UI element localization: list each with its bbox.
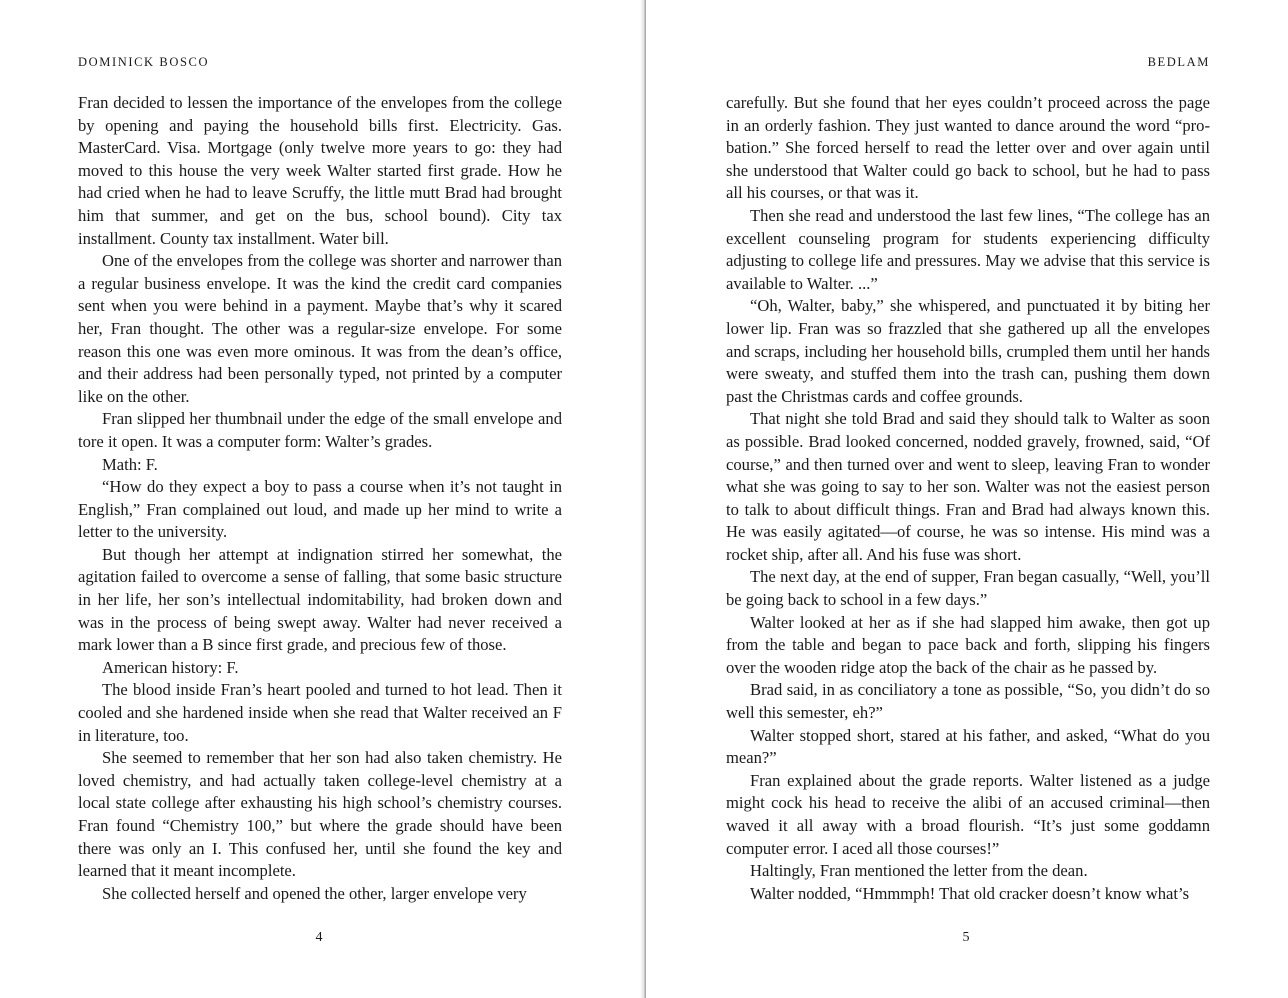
paragraph: She seemed to remember that her son had also taken chemistry. He loved chemistry, and had actually taken college-level chemistry at a local state college after exhausting his high school’s chemistry courses. Fran found “Chemistry 100,” but where the grade should have been there was only an I. This confused her, until she found the key and learned that it meant incomplete. (78, 748, 562, 881)
paragraph: “How do they expect a boy to pass a course when it’s not taught in English,” Fran complained out loud, and made up her mind to write a letter to the university. (78, 477, 562, 542)
right-page (646, 0, 1288, 998)
paragraph: Fran decided to lessen the importance of the envelopes from the college by opening and paying the household bills first. Electricity. Gas. MasterCard. Visa. Mortgage (only twelve more years to go: they had moved to this house the very week Walter started first grade. How he had cried when he had to leave Scruffy, the little mutt Brad had brought him that summer, and get on the bus, school bound). City tax installment. County tax installment. Water bill. (78, 93, 562, 248)
paragraph: Fran slipped her thumbnail under the edge of the small envelope and tore it open. It was a computer form: Walter’s grades. (78, 409, 562, 451)
paragraph: carefully. But she found that her eyes couldn’t proceed across the page in an orderly fashion. They just wanted to dance around the word “probation.” She forced herself to read the letter over and over again until she understood that Walter could go back to school, but he had to pass all his courses, or that was it. (726, 93, 1210, 203)
paragraph: Walter looked at her as if she had slapped him awake, then got up from the table and began to pace back and forth, slipping his fingers over the wooden ridge atop the back of the chair as he passed by. (726, 612, 1210, 677)
running-head-title: BEDLAM (1147, 55, 1210, 69)
paragraph: “Oh, Walter, baby,” she whispered, and punctuated it by biting her lower lip. Fran was so frazzled that she gathered up all the envelopes and scraps, including her household bills, crumpled them until her hands were sweaty, and stuffed them into the trash can, pushing them down past the Christmas cards and coffee grounds. (726, 296, 1210, 406)
paragraph: Walter nodded, “Hmmmph! That old cracker doesn’t know what’s (750, 883, 1190, 903)
paragraph: The blood inside Fran’s heart pooled and turned to hot lead. Then it cooled and she hardened inside when she read that Walter received an F in literature, too. (78, 680, 562, 745)
right-page-body (726, 92, 1210, 905)
left-page (0, 0, 642, 998)
paragraph: Fran explained about the grade reports. Walter listened as a judge might cock his head to receive the alibi of an accused criminal—then waved it all away with a broad flourish. “It’s just some goddamn computer error. I aced all those courses!” (726, 770, 1210, 858)
paragraph: Walter stopped short, stared at his father, and asked, “What do you mean?” (726, 725, 1210, 768)
paragraph: One of the envelopes from the college was shorter and narrower than a regular business envelope. It was the kind the credit card companies sent when you were behind in a payment. Maybe that’s why it scared her, Fran thought. The other was a regular-size envelope. For some reason this one was even more ominous. It was from the dean’s office, and their address had been personally typed, not printed by a computer like on the other. (78, 251, 562, 406)
left-page-body (78, 92, 562, 905)
paragraph: Brad said, in as conciliatory a tone as possible, “So, you didn’t do so well this semester, eh?” (726, 680, 1210, 723)
page-number: 4 (315, 930, 323, 945)
paragraph: Math: F. (102, 454, 158, 474)
paragraph: That night she told Brad and said they should talk to Walter as soon as possible. Brad looked concerned, nodded gravely, frowned, said, “Of course,” and then turned over and went to sleep, leaving Fran to wonder what she was going to say to her son. Walter was not the easiest person to talk to about difficult things. Fran and Brad had always known this. He was easily agitated—of course, he was so intense. His mind was a rocket ship, after all. And his fuse was short. (726, 409, 1210, 564)
paragraph: Haltingly, Fran mentioned the letter from the dean. (750, 861, 1088, 881)
paragraph: The next day, at the end of supper, Fran began casually, “Well, you’ll be going back to school in a few days.” (726, 567, 1210, 610)
paragraph: Then she read and understood the last few lines, “The college has an excellent counseling program for students experiencing difficulty adjusting to college life and pressures. May we advise that this service is available to Walter. ...” (726, 205, 1210, 293)
paragraph: But though her attempt at indignation stirred her somewhat, the agitation failed to overcome a sense of falling, that some basic structure in her life, her son’s intellectual indomitability, had broken down and was in the process of being swept away. Walter had never received a mark lower than a B since first grade, and precious few of those. (78, 544, 562, 655)
paragraph: She collected herself and opened the other, larger envelope very (102, 883, 527, 903)
page-number: 5 (962, 930, 970, 945)
paragraph: American history: F. (102, 657, 239, 677)
running-head-author: DOMINICK BOSCO (78, 55, 210, 69)
